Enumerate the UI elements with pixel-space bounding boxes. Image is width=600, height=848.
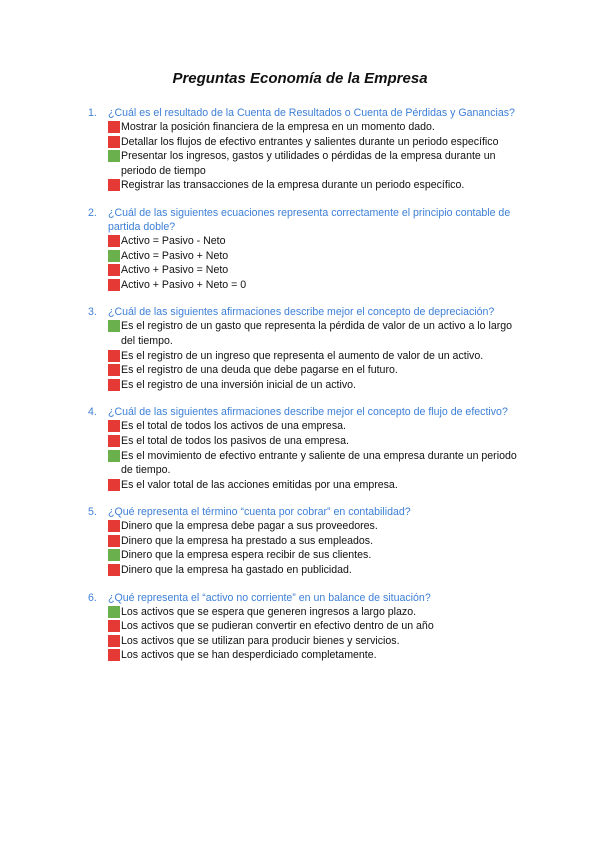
- answer-text: Dinero que la empresa ha prestado a sus empleados.: [121, 534, 374, 547]
- answer-option: [108, 178, 528, 193]
- incorrect-mark-icon: [108, 264, 120, 276]
- answer-option: [108, 434, 528, 449]
- question-number: 3.: [88, 306, 97, 319]
- question-3: [88, 305, 528, 392]
- correct-mark-icon: [108, 549, 120, 561]
- option-list: [108, 419, 528, 492]
- answer-option: [108, 249, 528, 264]
- answer-text: Activo = Pasivo - Neto: [121, 234, 226, 247]
- answer-option: [108, 363, 528, 378]
- question-text: ¿Qué representa el “activo no corriente” en un balance de situación?: [108, 591, 431, 604]
- incorrect-mark-icon: [108, 121, 120, 133]
- question-list: [88, 106, 528, 676]
- incorrect-mark-icon: [108, 435, 120, 447]
- question-4: [88, 405, 528, 492]
- answer-text: Los activos que se espera que generen ingresos a largo plazo.: [121, 605, 417, 618]
- question-number: 2.: [88, 206, 97, 219]
- correct-mark-icon: [108, 250, 120, 262]
- answer-option: [108, 648, 528, 663]
- incorrect-mark-icon: [108, 235, 120, 247]
- answer-text: Los activos que se utilizan para producir bienes y servicios.: [121, 634, 400, 647]
- incorrect-mark-icon: [108, 279, 120, 291]
- answer-option: [108, 548, 528, 563]
- option-list: [108, 234, 528, 292]
- incorrect-mark-icon: [108, 520, 120, 532]
- question-text: ¿Cuál de las siguientes afirmaciones describe mejor el concepto de flujo de efectivo?: [108, 406, 508, 419]
- answer-option: [108, 149, 528, 178]
- answer-option: [108, 449, 528, 478]
- answer-text: Activo + Pasivo + Neto = 0: [121, 278, 247, 291]
- question-text: ¿Cuál de las siguientes afirmaciones describe mejor el concepto de depreciación?: [108, 306, 495, 319]
- incorrect-mark-icon: [108, 179, 120, 191]
- incorrect-mark-icon: [108, 479, 120, 491]
- answer-text: Mostrar la posición financiera de la empresa en un momento dado.: [121, 121, 435, 133]
- option-list: [108, 519, 528, 577]
- answer-text: Es el registro de un gasto que representa la pérdida de valor de un activo a lo largo del tiempo.: [121, 320, 513, 347]
- answer-text: Los activos que se pudieran convertir en efectivo dentro de un año: [121, 620, 434, 633]
- correct-mark-icon: [108, 450, 120, 462]
- answer-option: [108, 234, 528, 249]
- answer-text: Dinero que la empresa debe pagar a sus proveedores.: [121, 520, 378, 533]
- answer-option: [108, 478, 528, 493]
- answer-option: [108, 619, 528, 634]
- answer-option: [108, 319, 528, 348]
- question-number: 5.: [88, 506, 97, 519]
- question-2: [88, 206, 528, 292]
- question-1: [88, 106, 528, 193]
- question-header: [88, 405, 528, 419]
- question-number: 6.: [88, 591, 97, 604]
- correct-mark-icon: [108, 150, 120, 162]
- answer-option: [108, 135, 528, 150]
- option-list: [108, 319, 528, 392]
- question-6: [88, 591, 528, 663]
- answer-text: Es el registro de un ingreso que representa el aumento de valor de un activo.: [121, 349, 484, 362]
- question-text: ¿Qué representa el término “cuenta por cobrar” en contabilidad?: [108, 506, 411, 519]
- incorrect-mark-icon: [108, 364, 120, 376]
- answer-text: Presentar los ingresos, gastos y utilidades o pérdidas de la empresa durante un periodo de tiempo: [121, 150, 496, 177]
- correct-mark-icon: [108, 606, 120, 618]
- answer-option: [108, 634, 528, 649]
- question-text: ¿Cuál de las siguientes ecuaciones representa correctamente el principio contable de partida doble?: [108, 206, 511, 233]
- answer-option: [108, 519, 528, 534]
- question-5: [88, 505, 528, 577]
- answer-text: Es el movimiento de efectivo entrante y saliente de una empresa durante un periodo de tiempo.: [121, 449, 517, 477]
- answer-text: Dinero que la empresa ha gastado en publicidad.: [121, 564, 352, 577]
- question-header: [88, 206, 528, 234]
- answer-option: [108, 534, 528, 549]
- answer-text: Dinero que la empresa espera recibir de sus clientes.: [121, 549, 372, 562]
- incorrect-mark-icon: [108, 635, 120, 647]
- answer-option: [108, 419, 528, 434]
- answer-text: Es el registro de una inversión inicial de un activo.: [121, 378, 356, 391]
- answer-text: Es el registro de una deuda que debe pagarse en el futuro.: [121, 364, 398, 377]
- question-header: [88, 591, 528, 605]
- question-number: 4.: [88, 406, 97, 419]
- incorrect-mark-icon: [108, 420, 120, 432]
- question-header: [88, 505, 528, 519]
- incorrect-mark-icon: [108, 379, 120, 391]
- question-header: [88, 305, 528, 319]
- answer-text: Registrar las transacciones de la empresa durante un periodo específico.: [121, 179, 465, 192]
- answer-option: [108, 120, 528, 135]
- answer-text: Detallar los flujos de efectivo entrantes y salientes durante un periodo específico: [121, 135, 499, 148]
- answer-option: [108, 563, 528, 578]
- answer-text: Es el valor total de las acciones emitidas por una empresa.: [121, 478, 398, 491]
- answer-option: [108, 263, 528, 278]
- option-list: [108, 605, 528, 663]
- answer-option: [108, 378, 528, 393]
- incorrect-mark-icon: [108, 649, 120, 661]
- answer-text: Activo = Pasivo + Neto: [121, 249, 229, 262]
- correct-mark-icon: [108, 320, 120, 332]
- incorrect-mark-icon: [108, 136, 120, 148]
- page-title: Preguntas Economía de la Empresa: [172, 70, 428, 87]
- question-header: [88, 106, 528, 120]
- answer-text: Activo + Pasivo = Neto: [121, 264, 229, 277]
- answer-text: Es el total de todos los pasivos de una empresa.: [121, 434, 349, 447]
- question-text: ¿Cuál es el resultado de la Cuenta de Resultados o Cuenta de Pérdidas y Ganancias?: [108, 107, 515, 119]
- answer-option: [108, 278, 528, 293]
- answer-option: [108, 605, 528, 620]
- incorrect-mark-icon: [108, 350, 120, 362]
- incorrect-mark-icon: [108, 620, 120, 632]
- option-list: [108, 120, 528, 193]
- incorrect-mark-icon: [108, 564, 120, 576]
- question-number: 1.: [88, 107, 97, 119]
- answer-option: [108, 349, 528, 364]
- answer-text: Es el total de todos los activos de una empresa.: [121, 420, 346, 433]
- answer-text: Los activos que se han desperdiciado completamente.: [121, 649, 377, 662]
- incorrect-mark-icon: [108, 535, 120, 547]
